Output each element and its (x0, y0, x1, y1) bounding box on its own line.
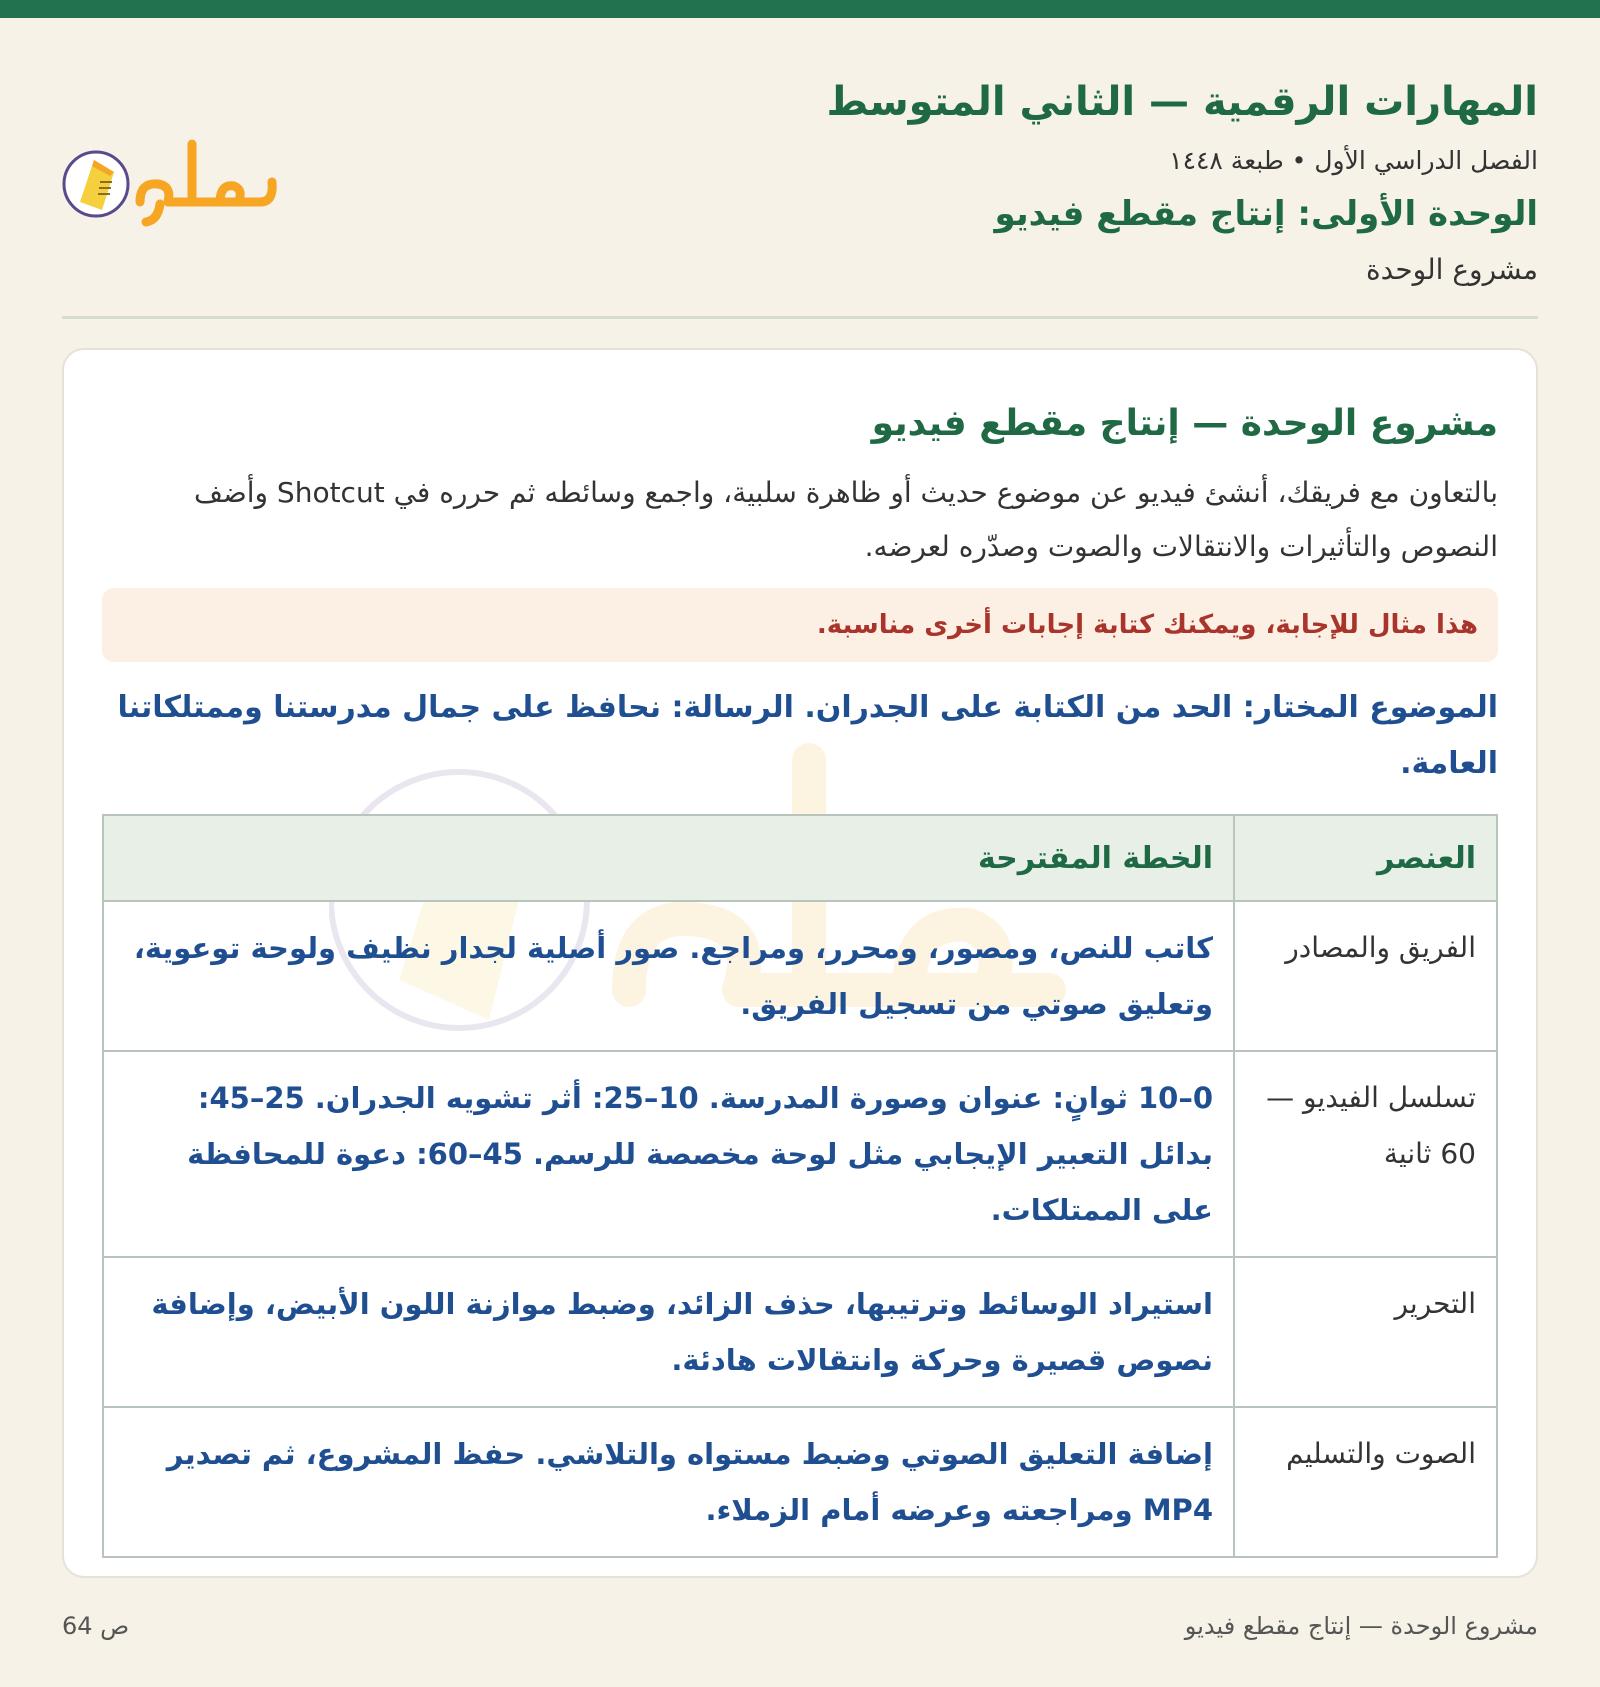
section-title: مشروع الوحدة (1365, 253, 1538, 286)
card-title: مشروع الوحدة — إنتاج مقطع فيديو (871, 403, 1498, 444)
project-instructions: بالتعاون مع فريقك، أنشئ فيديو عن موضوع حديث أو ظاهرة سلبية، واجمع وسائطه ثم حرره في Shotcut وأضف النصوص والتأثيرات والانتقالات والصوت وصدّره لعرضه. (193, 476, 1498, 563)
header-element: العنصر (1234, 815, 1497, 901)
hulul-logo (60, 132, 282, 232)
row-element: الفريق والمصادر (1234, 901, 1497, 1051)
sample-answer-note: هذا مثال للإجابة، ويمكنك كتابة إجابات أخرى مناسبة. (102, 588, 1498, 662)
edition-subtitle: الفصل الدراسي الأول • طبعة ١٤٤٨ (1169, 146, 1538, 175)
table-header-row (103, 815, 1497, 901)
table-row (103, 1051, 1497, 1257)
book-title: المهارات الرقمية — الثاني المتوسط (826, 79, 1538, 125)
row-plan: استيراد الوسائط وترتيبها، حذف الزائد، وضبط موازنة اللون الأبيض، وإضافة نصوص قصيرة وحركة وانتقالات هادئة. (103, 1257, 1234, 1407)
table-row (103, 1257, 1497, 1407)
row-plan: 0–10 ثوانٍ: عنوان وصورة المدرسة. 10–25: أثر تشويه الجدران. 25–45: بدائل التعبير الإيجابي مثل لوحة مخصصة للرسم. 45–60: دعوة للمحافظة على الممتلكات. (103, 1051, 1234, 1257)
table-row (103, 1407, 1497, 1557)
table-row (103, 901, 1497, 1051)
chosen-topic: الموضوع المختار: الحد من الكتابة على الجدران. الرسالة: نحافظ على جمال مدرستنا وممتلكاتنا العامة. (117, 690, 1498, 781)
header-divider (62, 316, 1538, 319)
page-header (538, 70, 1538, 296)
footer-section: مشروع الوحدة — إنتاج مقطع فيديو (1184, 1612, 1538, 1640)
row-plan: كاتب للنص، ومصور، ومحرر، ومراجع. صور أصلية لجدار نظيف ولوحة توعوية، وتعليق صوتي من تسجيل الفريق. (103, 901, 1234, 1051)
page-number: ص 64 (62, 1612, 130, 1640)
row-plan: إضافة التعليق الصوتي وضبط مستواه والتلاشي. حفظ المشروع، ثم تصدير MP4 ومراجعته وعرضه أمام الزملاء. (103, 1407, 1234, 1557)
row-element: التحرير (1234, 1257, 1497, 1407)
card-content (102, 390, 1498, 1558)
row-element: تسلسل الفيديو — 60 ثانية (1234, 1051, 1497, 1257)
unit-title: الوحدة الأولى: إنتاج مقطع فيديو (994, 194, 1538, 234)
top-accent-bar (0, 0, 1600, 18)
project-card (62, 348, 1538, 1578)
plan-table (102, 814, 1498, 1558)
header-plan: الخطة المقترحة (103, 815, 1234, 901)
book-icon (64, 152, 128, 216)
row-element: الصوت والتسليم (1234, 1407, 1497, 1557)
